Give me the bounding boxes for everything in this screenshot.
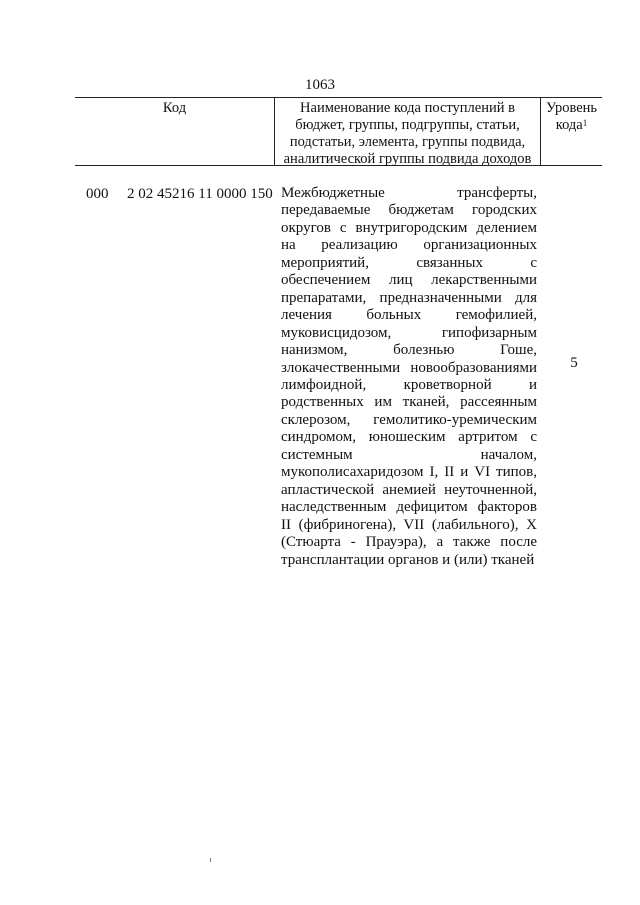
header-code-label: Код (162, 100, 187, 116)
table-header (75, 97, 602, 166)
header-name-label: Наименование кода поступлений в бюджет, группы, подгруппы, статьи, подстатьи, элемента, группы подвида, аналитической группы подвида доходов (283, 100, 532, 167)
row-admin-code: 000 (86, 186, 109, 202)
page-number: 1063 (305, 77, 335, 93)
header-name-column (275, 98, 541, 165)
scan-speck (210, 858, 211, 862)
row-level: 5 (570, 355, 578, 371)
header-level-label: Уровень кода (545, 100, 598, 133)
header-level-column (541, 98, 602, 165)
header-code-column (75, 98, 275, 165)
row-description: Межбюджетные трансферты, передаваемые бюджетам городских округов с внутригородским делением на реализацию организационных мероприятий, связанных с обеспечением лиц лекарственными препаратами, предназначенными для лечения больных гемофилией, муковисцидозом, гипофизарным нанизмом, болезнью Гоше, злокачественными новообразованиями лимфоидной, кроветворной и родственных им тканей, рассеянным склерозом, гемолитико-уремическим синдромом, юношеским артритом с системным началом, мукополисахаридозом I, II и VI типов, апластической анемией неуточненной, наследственным дефицитом факторов II (фибриногена), VII (лабильного), X (Стюарта - Прауэра), а также после трансплантации органов и (или) тканей (281, 185, 537, 568)
row-income-code: 2 02 45216 11 0000 150 (127, 186, 273, 202)
header-level-footnote: 1 (582, 118, 588, 128)
